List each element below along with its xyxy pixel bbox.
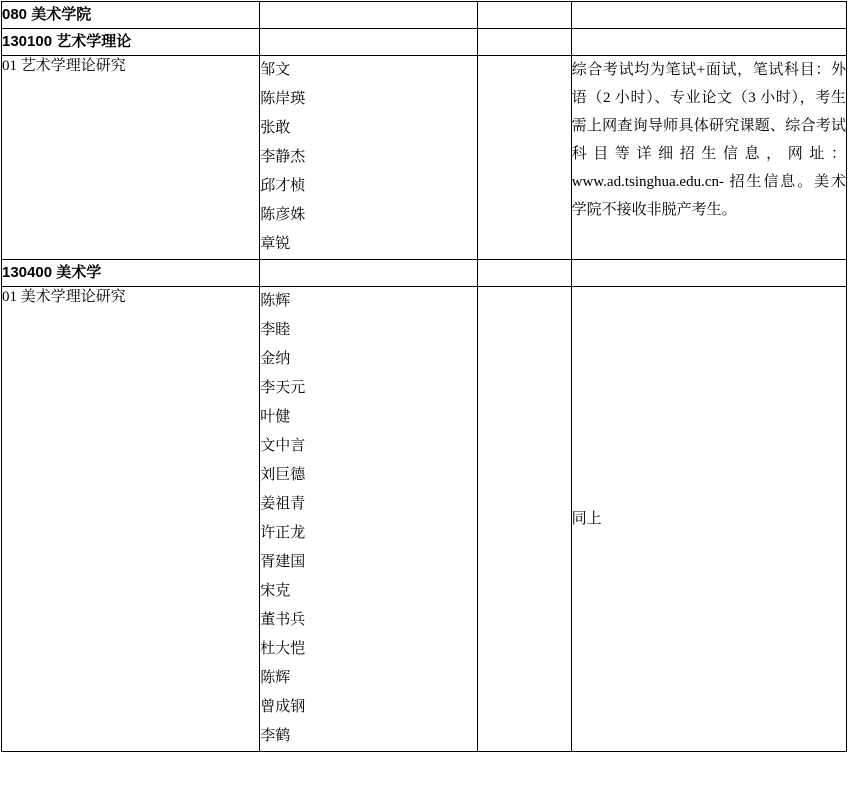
advisor-name: 邱才桢: [260, 178, 306, 194]
advisor-name: 胥建国: [260, 554, 306, 570]
advisor-name: 邹文: [260, 62, 291, 78]
advisor-name: 陈辉: [260, 293, 291, 309]
admissions-table: [1, 1, 847, 752]
research-direction: 01 艺术学理论研究: [2, 56, 260, 260]
advisor-name: 姜祖青: [260, 496, 306, 512]
empty-cell: [260, 260, 477, 287]
advisor-name: 宋克: [260, 583, 291, 599]
advisor-name: 陈彦姝: [260, 207, 306, 223]
advisor-name: 陈辉: [260, 670, 291, 686]
advisor-name: 叶健: [260, 409, 291, 425]
notes-text: 综合考试均为笔试+面试，笔试科目：外语（2 小时）、专业论文（3 小时），考生需上网查询导师具体研究课题、综合考试科目等详细招生信息，网址：www.ad.tsinghua.edu.cn- 招生信息。美术学院不接收非脱产考生。: [571, 56, 846, 260]
document-page: [0, 1, 848, 802]
section-header-major-130100: 130100 艺术学理论: [2, 29, 260, 56]
advisor-name: 许正龙: [260, 525, 306, 541]
table-row: [2, 2, 847, 29]
research-direction: 01 美术学理论研究: [2, 287, 260, 752]
empty-cell: [260, 2, 477, 29]
section-header-college: 080 美术学院: [2, 2, 260, 29]
advisor-name: 金纳: [260, 351, 291, 367]
empty-cell: [477, 29, 571, 56]
empty-cell: [571, 260, 846, 287]
table-row: [2, 287, 847, 752]
empty-cell: [260, 29, 477, 56]
advisor-name: 曾成钢: [260, 699, 306, 715]
empty-cell: [571, 29, 846, 56]
advisor-name: 李静杰: [260, 149, 306, 165]
advisor-list: [260, 287, 477, 752]
advisor-name: 张敢: [260, 120, 291, 136]
empty-cell: [477, 287, 571, 752]
advisor-name: 章锐: [260, 236, 291, 252]
advisor-name: 董书兵: [260, 612, 306, 628]
empty-cell: [571, 2, 846, 29]
advisor-name: 李鹤: [260, 728, 291, 744]
advisor-name: 杜大恺: [260, 641, 306, 657]
notes-text: 同上: [571, 287, 846, 752]
advisor-name: 刘巨德: [260, 467, 306, 483]
table-row: [2, 29, 847, 56]
empty-cell: [477, 56, 571, 260]
advisor-name: 李天元: [260, 380, 306, 396]
table-row: [2, 260, 847, 287]
empty-cell: [477, 2, 571, 29]
advisor-name: 文中言: [260, 438, 306, 454]
empty-cell: [477, 260, 571, 287]
advisor-name: 李睦: [260, 322, 291, 338]
table-row: [2, 56, 847, 260]
section-header-major-130400: 130400 美术学: [2, 260, 260, 287]
advisor-name: 陈岸瑛: [260, 91, 306, 107]
advisor-list: [260, 56, 477, 260]
